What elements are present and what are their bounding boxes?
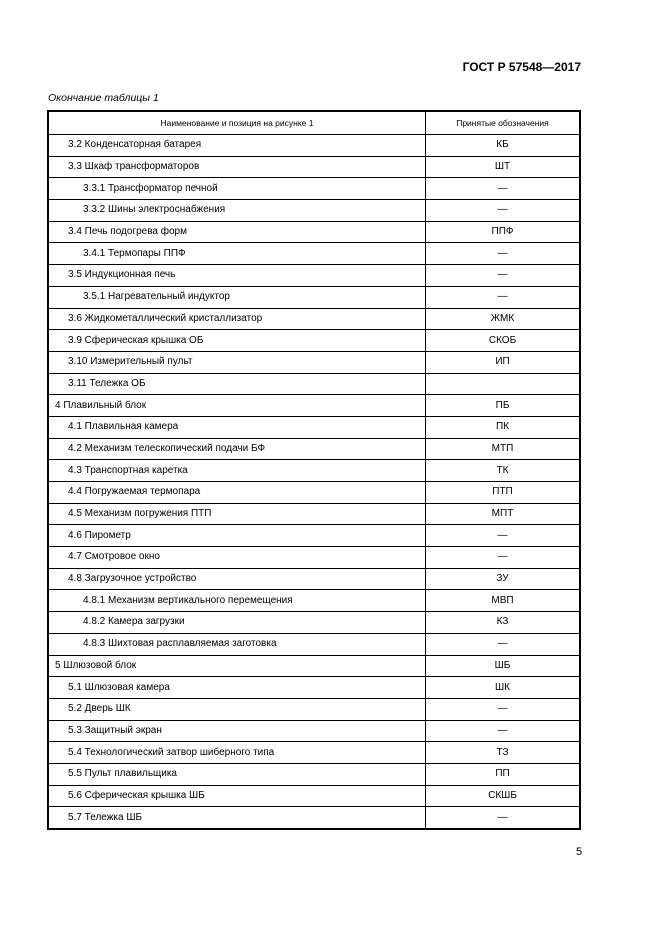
row-name-cell: 4 Плавильный блок — [48, 395, 426, 417]
row-code-cell: КБ — [426, 135, 581, 157]
table-row — [48, 547, 580, 569]
row-code-cell — [426, 373, 581, 395]
row-code-cell: — — [426, 720, 581, 742]
row-code-cell: — — [426, 243, 581, 265]
row-name-cell: 3.5.1 Нагревательный индуктор — [48, 286, 426, 308]
row-code-cell: ЖМК — [426, 308, 581, 330]
table-row — [48, 178, 580, 200]
row-code-cell: — — [426, 525, 581, 547]
row-name-cell: 4.2 Механизм телескопический подачи БФ — [48, 438, 426, 460]
row-code-cell: ШБ — [426, 655, 581, 677]
row-name-cell: 3.3.2 Шины электроснабжения — [48, 200, 426, 222]
table-row — [48, 482, 580, 504]
row-code-cell: ШТ — [426, 156, 581, 178]
row-code-cell: КЗ — [426, 612, 581, 634]
row-name-cell: 3.5 Индукционная печь — [48, 265, 426, 287]
table-row — [48, 590, 580, 612]
row-name-cell: 4.7 Смотровое окно — [48, 547, 426, 569]
row-name-cell: 3.9 Сферическая крышка ОБ — [48, 330, 426, 352]
row-name-cell: 3.10 Измерительный пульт — [48, 351, 426, 373]
row-name-cell: 4.1 Плавильная камера — [48, 416, 426, 438]
row-name-cell: 4.4 Погружаемая термопара — [48, 482, 426, 504]
row-name-cell: 5.3 Защитный экран — [48, 720, 426, 742]
row-name-cell: 3.3.1 Трансформатор печной — [48, 178, 426, 200]
row-name-cell: 5.5 Пульт плавильщика — [48, 763, 426, 785]
table-row — [48, 200, 580, 222]
table-body — [48, 135, 580, 830]
row-code-cell: ПК — [426, 416, 581, 438]
table-row — [48, 763, 580, 785]
table-row — [48, 807, 580, 829]
row-code-cell: МПТ — [426, 503, 581, 525]
table-row — [48, 351, 580, 373]
row-name-cell: 4.8 Загрузочное устройство — [48, 568, 426, 590]
row-code-cell: — — [426, 286, 581, 308]
row-name-cell: 4.8.1 Механизм вертикального перемещения — [48, 590, 426, 612]
row-code-cell: — — [426, 547, 581, 569]
table-row — [48, 243, 580, 265]
table-row — [48, 612, 580, 634]
table-row — [48, 416, 580, 438]
table-row — [48, 135, 580, 157]
table-row — [48, 373, 580, 395]
row-name-cell: 3.11 Тележка ОБ — [48, 373, 426, 395]
table-row — [48, 265, 580, 287]
row-code-cell: — — [426, 265, 581, 287]
row-code-cell: МТП — [426, 438, 581, 460]
row-code-cell: МВП — [426, 590, 581, 612]
row-code-cell: ЗУ — [426, 568, 581, 590]
row-code-cell: ПТП — [426, 482, 581, 504]
table-row — [48, 525, 580, 547]
table-row — [48, 286, 580, 308]
row-name-cell: 4.6 Пирометр — [48, 525, 426, 547]
column-header-name: Наименование и позиция на рисунке 1 — [48, 111, 426, 135]
table-header-row — [48, 111, 580, 135]
row-name-cell: 5.4 Технологический затвор шиберного типа — [48, 742, 426, 764]
table-row — [48, 633, 580, 655]
row-code-cell: ТЗ — [426, 742, 581, 764]
row-name-cell: 3.4.1 Термопары ППФ — [48, 243, 426, 265]
row-code-cell: СКШБ — [426, 785, 581, 807]
row-name-cell: 5 Шлюзовой блок — [48, 655, 426, 677]
table-row — [48, 330, 580, 352]
table-row — [48, 677, 580, 699]
table-row — [48, 221, 580, 243]
row-name-cell: 5.7 Тележка ШБ — [48, 807, 426, 829]
row-code-cell: ШК — [426, 677, 581, 699]
table-row — [48, 655, 580, 677]
table-row — [48, 156, 580, 178]
row-code-cell: — — [426, 807, 581, 829]
table-row — [48, 720, 580, 742]
row-name-cell: 4.5 Механизм погружения ПТП — [48, 503, 426, 525]
row-name-cell: 4.8.2 Камера загрузки — [48, 612, 426, 634]
page-number: 5 — [576, 846, 583, 858]
row-name-cell: 3.2 Конденсаторная батарея — [48, 135, 426, 157]
row-code-cell: — — [426, 200, 581, 222]
row-code-cell: ПБ — [426, 395, 581, 417]
row-name-cell: 5.6 Сферическая крышка ШБ — [48, 785, 426, 807]
table-row — [48, 742, 580, 764]
table-row — [48, 503, 580, 525]
row-name-cell: 4.3 Транспортная каретка — [48, 460, 426, 482]
row-code-cell: ППФ — [426, 221, 581, 243]
row-name-cell: 3.6 Жидкометаллический кристаллизатор — [48, 308, 426, 330]
row-code-cell: ИП — [426, 351, 581, 373]
row-code-cell: — — [426, 633, 581, 655]
row-name-cell: 3.4 Печь подогрева форм — [48, 221, 426, 243]
table-row — [48, 308, 580, 330]
row-name-cell: 4.8.3 Шихтовая расплавляемая заготовка — [48, 633, 426, 655]
row-code-cell: ПП — [426, 763, 581, 785]
row-name-cell: 5.2 Дверь ШК — [48, 698, 426, 720]
table-row — [48, 460, 580, 482]
table-row — [48, 568, 580, 590]
row-name-cell: 3.3 Шкаф трансформаторов — [48, 156, 426, 178]
row-code-cell: СКОБ — [426, 330, 581, 352]
row-code-cell: ТК — [426, 460, 581, 482]
table-caption: Окончание таблицы 1 — [48, 92, 159, 104]
designations-table — [47, 110, 581, 830]
column-header-code: Принятые обозначения — [426, 111, 581, 135]
row-name-cell: 5.1 Шлюзовая камера — [48, 677, 426, 699]
document-id: ГОСТ Р 57548—2017 — [462, 60, 581, 74]
table-row — [48, 785, 580, 807]
table-row — [48, 395, 580, 417]
row-code-cell: — — [426, 698, 581, 720]
table-row — [48, 438, 580, 460]
row-code-cell: — — [426, 178, 581, 200]
table-row — [48, 698, 580, 720]
